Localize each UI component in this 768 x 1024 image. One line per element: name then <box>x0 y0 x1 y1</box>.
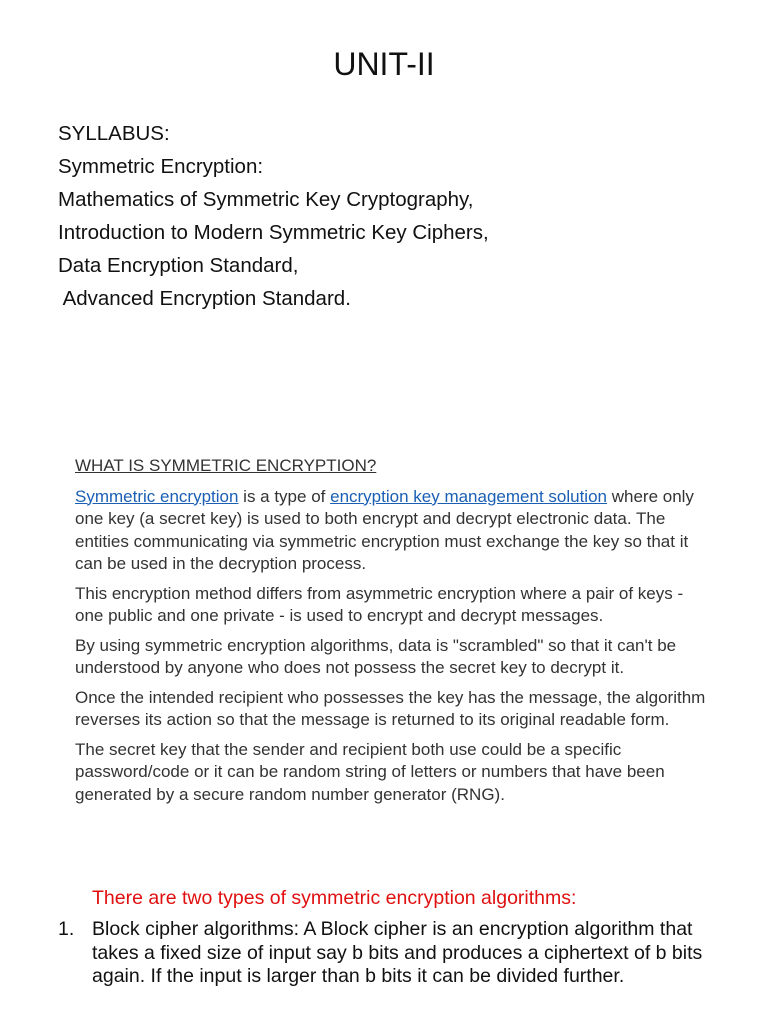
list-number: 1. <box>58 918 75 940</box>
symmetric-encryption-link[interactable]: Symmetric encryption <box>75 486 239 506</box>
article-paragraph: By using symmetric encryption algorithms, data is "scrambled" so that it can't be understood by anyone who does not possess the secret key to decrypt it. <box>75 635 677 677</box>
article-paragraph <box>75 486 715 576</box>
syllabus-line: Advanced Encryption Standard. <box>58 287 351 310</box>
syllabus-line: Introduction to Modern Symmetric Key Ciphers, <box>58 221 489 244</box>
types-heading: There are two types of symmetric encryption algorithms: <box>92 887 577 909</box>
article-paragraph: The secret key that the sender and recipient both use could be a specific password/code or it can be random string of letters or numbers that have been generated by a secure random number generator (RNG). <box>75 739 665 804</box>
article-heading: WHAT IS SYMMETRIC ENCRYPTION? <box>75 456 377 475</box>
page-title: UNIT-II <box>333 46 435 82</box>
article-text: where only one key (a secret key) is used to both encrypt and decrypt electronic data. The entities communicating via symmetric encryption must exchange the key so that it can be used in the decryption process. <box>75 486 694 573</box>
list-item <box>58 918 708 989</box>
key-management-link[interactable]: encryption key management solution <box>330 486 607 506</box>
article-text: is a type of <box>238 486 331 506</box>
syllabus-line: Symmetric Encryption: <box>58 155 264 178</box>
article-excerpt <box>75 455 715 863</box>
article-paragraph: Once the intended recipient who possesses the key has the message, the algorithm reverses its action so that the message is returned to its original readable form. <box>75 687 706 729</box>
algorithm-list <box>58 918 708 989</box>
list-item-text: Block cipher algorithms: A Block cipher is an encryption algorithm that takes a fixed size of input say b bits and produces a ciphertext of b bits again. If the input is larger than b bits it can be divided further. <box>92 918 703 987</box>
syllabus-block <box>58 117 489 315</box>
article-paragraph: This encryption method differs from asymmetric encryption where a pair of keys - one public and one private - is used to encrypt and decrypt messages. <box>75 583 684 625</box>
syllabus-heading: SYLLABUS: <box>58 122 170 145</box>
syllabus-line: Mathematics of Symmetric Key Cryptography, <box>58 188 474 211</box>
syllabus-line: Data Encryption Standard, <box>58 254 299 277</box>
